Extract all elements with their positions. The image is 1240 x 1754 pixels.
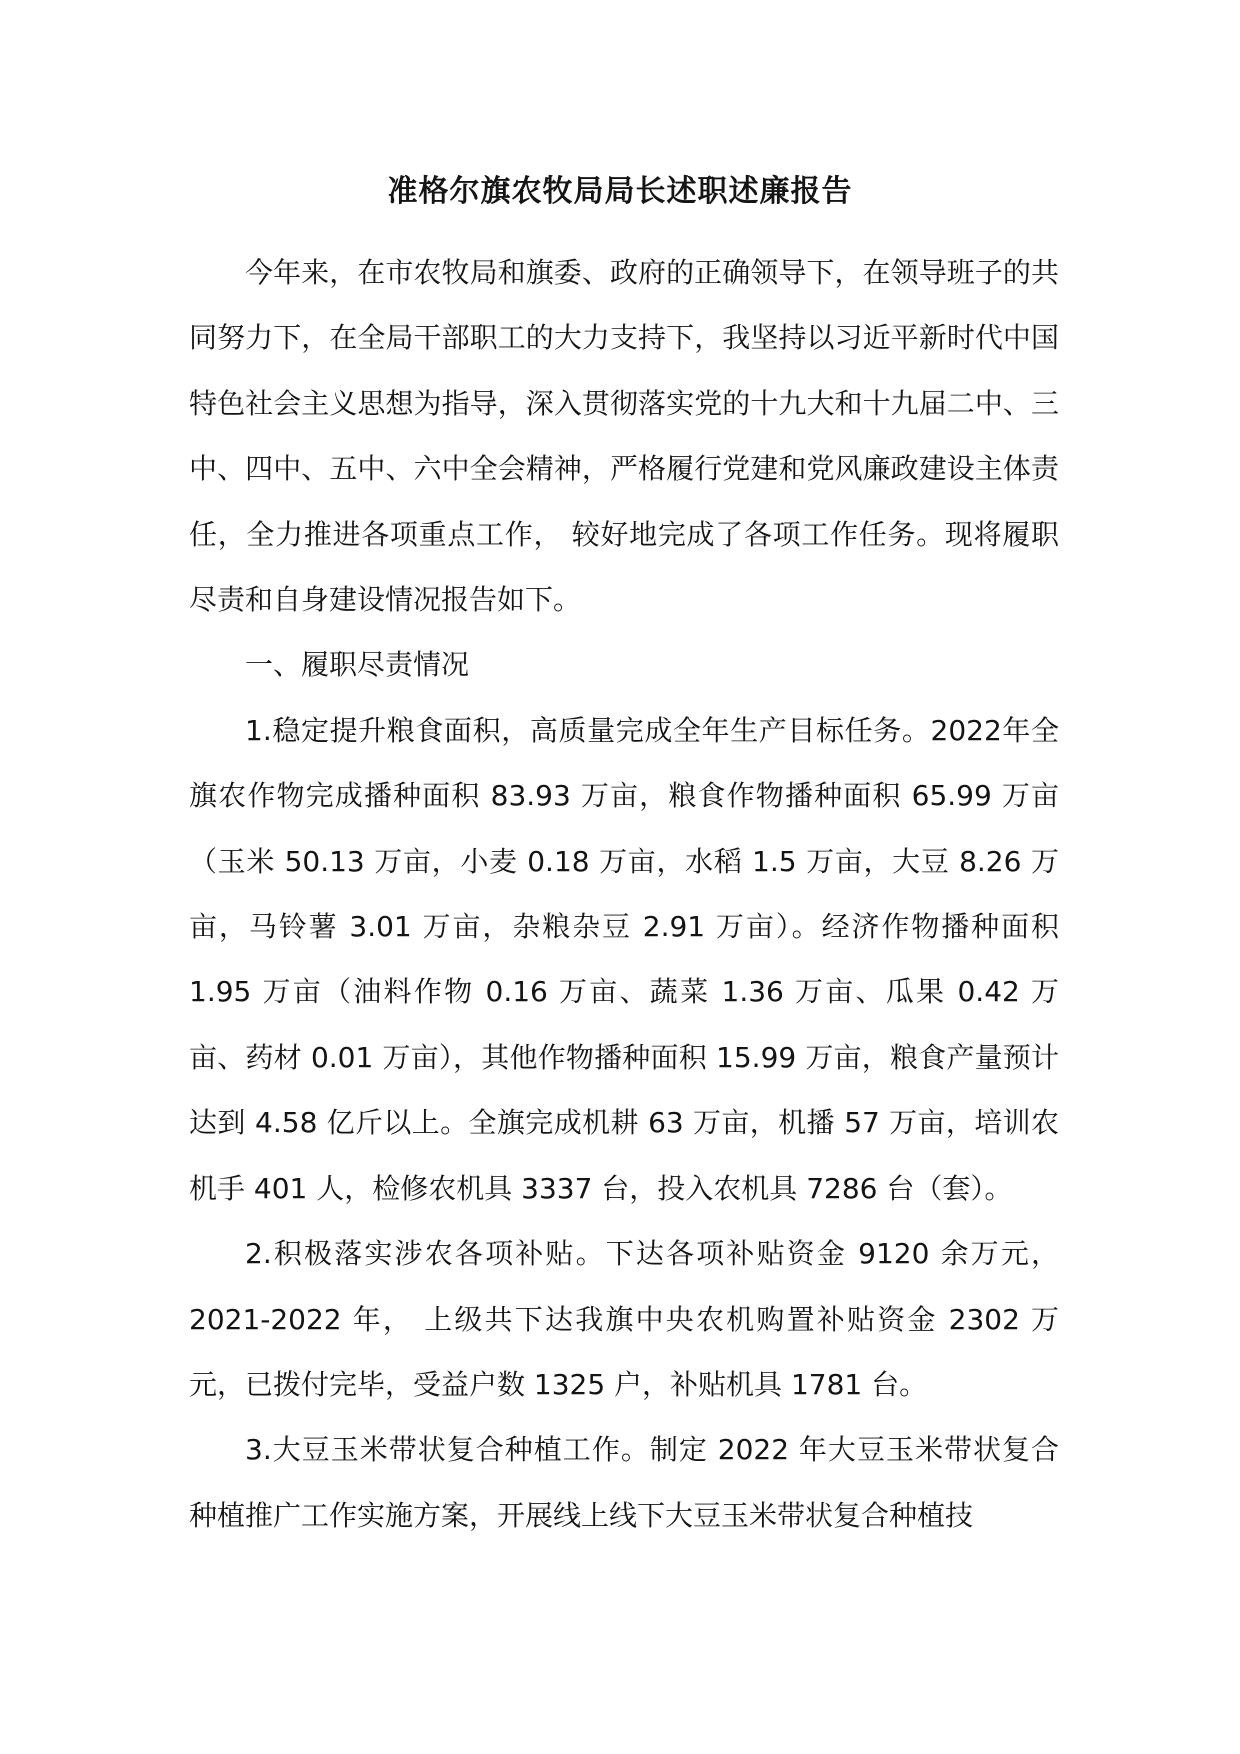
document-title: 准格尔旗农牧局局长述职述廉报告 [387,174,853,209]
document-body [189,240,1059,1548]
paragraph-item-1: 1.稳定提升粮食面积，高质量完成全年生产目标任务。2022年全旗农作物完成播种面积 83.93 万亩，粮食作物播种面积 65.99 万亩（玉米 50.13 万亩，小麦 0.18 万亩，水稻 1.5 万亩，大豆 8.26 万亩，马铃薯 3.01 万亩，杂粮杂豆 2.91 万亩）。经济作物播种面积 1.95 万亩（油料作物 0.16 万亩、蔬菜 1.36 万亩、瓜果 0.42 万亩、药材 0.01 万亩），其他作物播种面积 15.99 万亩，粮食产量预计达到 4.58 亿斤以上。全旗完成机耕 63 万亩，机播 57 万亩，培训农机手 401 人，检修农机具 3337 台，投入农机具 7286 台（套）。 [189,713,1059,1205]
section-heading: 一、履职尽责情况 [245,648,470,682]
paragraph-intro: 今年来，在市农牧局和旗委、政府的正确领导下，在领导班子的共同努力下，在全局干部职工的大力支持下，我坚持以习近平新时代中国特色社会主义思想为指导，深入贯彻落实党的十九大和十九届二中、三中、四中、五中、六中全会精神，严格履行党建和党风廉政建设主体责任，全力推进各项重点工作， 较好地完成了各项工作任务。现将履职尽责和自身建设情况报告如下。 [189,256,1059,617]
paragraph-item-2: 2.积极落实涉农各项补贴。下达各项补贴资金 9120 余万元，2021-2022 年， 上级共下达我旗中央农机购置补贴资金 2302 万元，已拨付完毕，受益户数 1325 户，补贴机具 1781 台。 [189,1237,1059,1401]
paragraph-item-3: 3.大豆玉米带状复合种植工作。制定 2022 年大豆玉米带状复合种植推广工作实施方案，开展线上线下大豆玉米带状复合种植技 [189,1433,1059,1532]
